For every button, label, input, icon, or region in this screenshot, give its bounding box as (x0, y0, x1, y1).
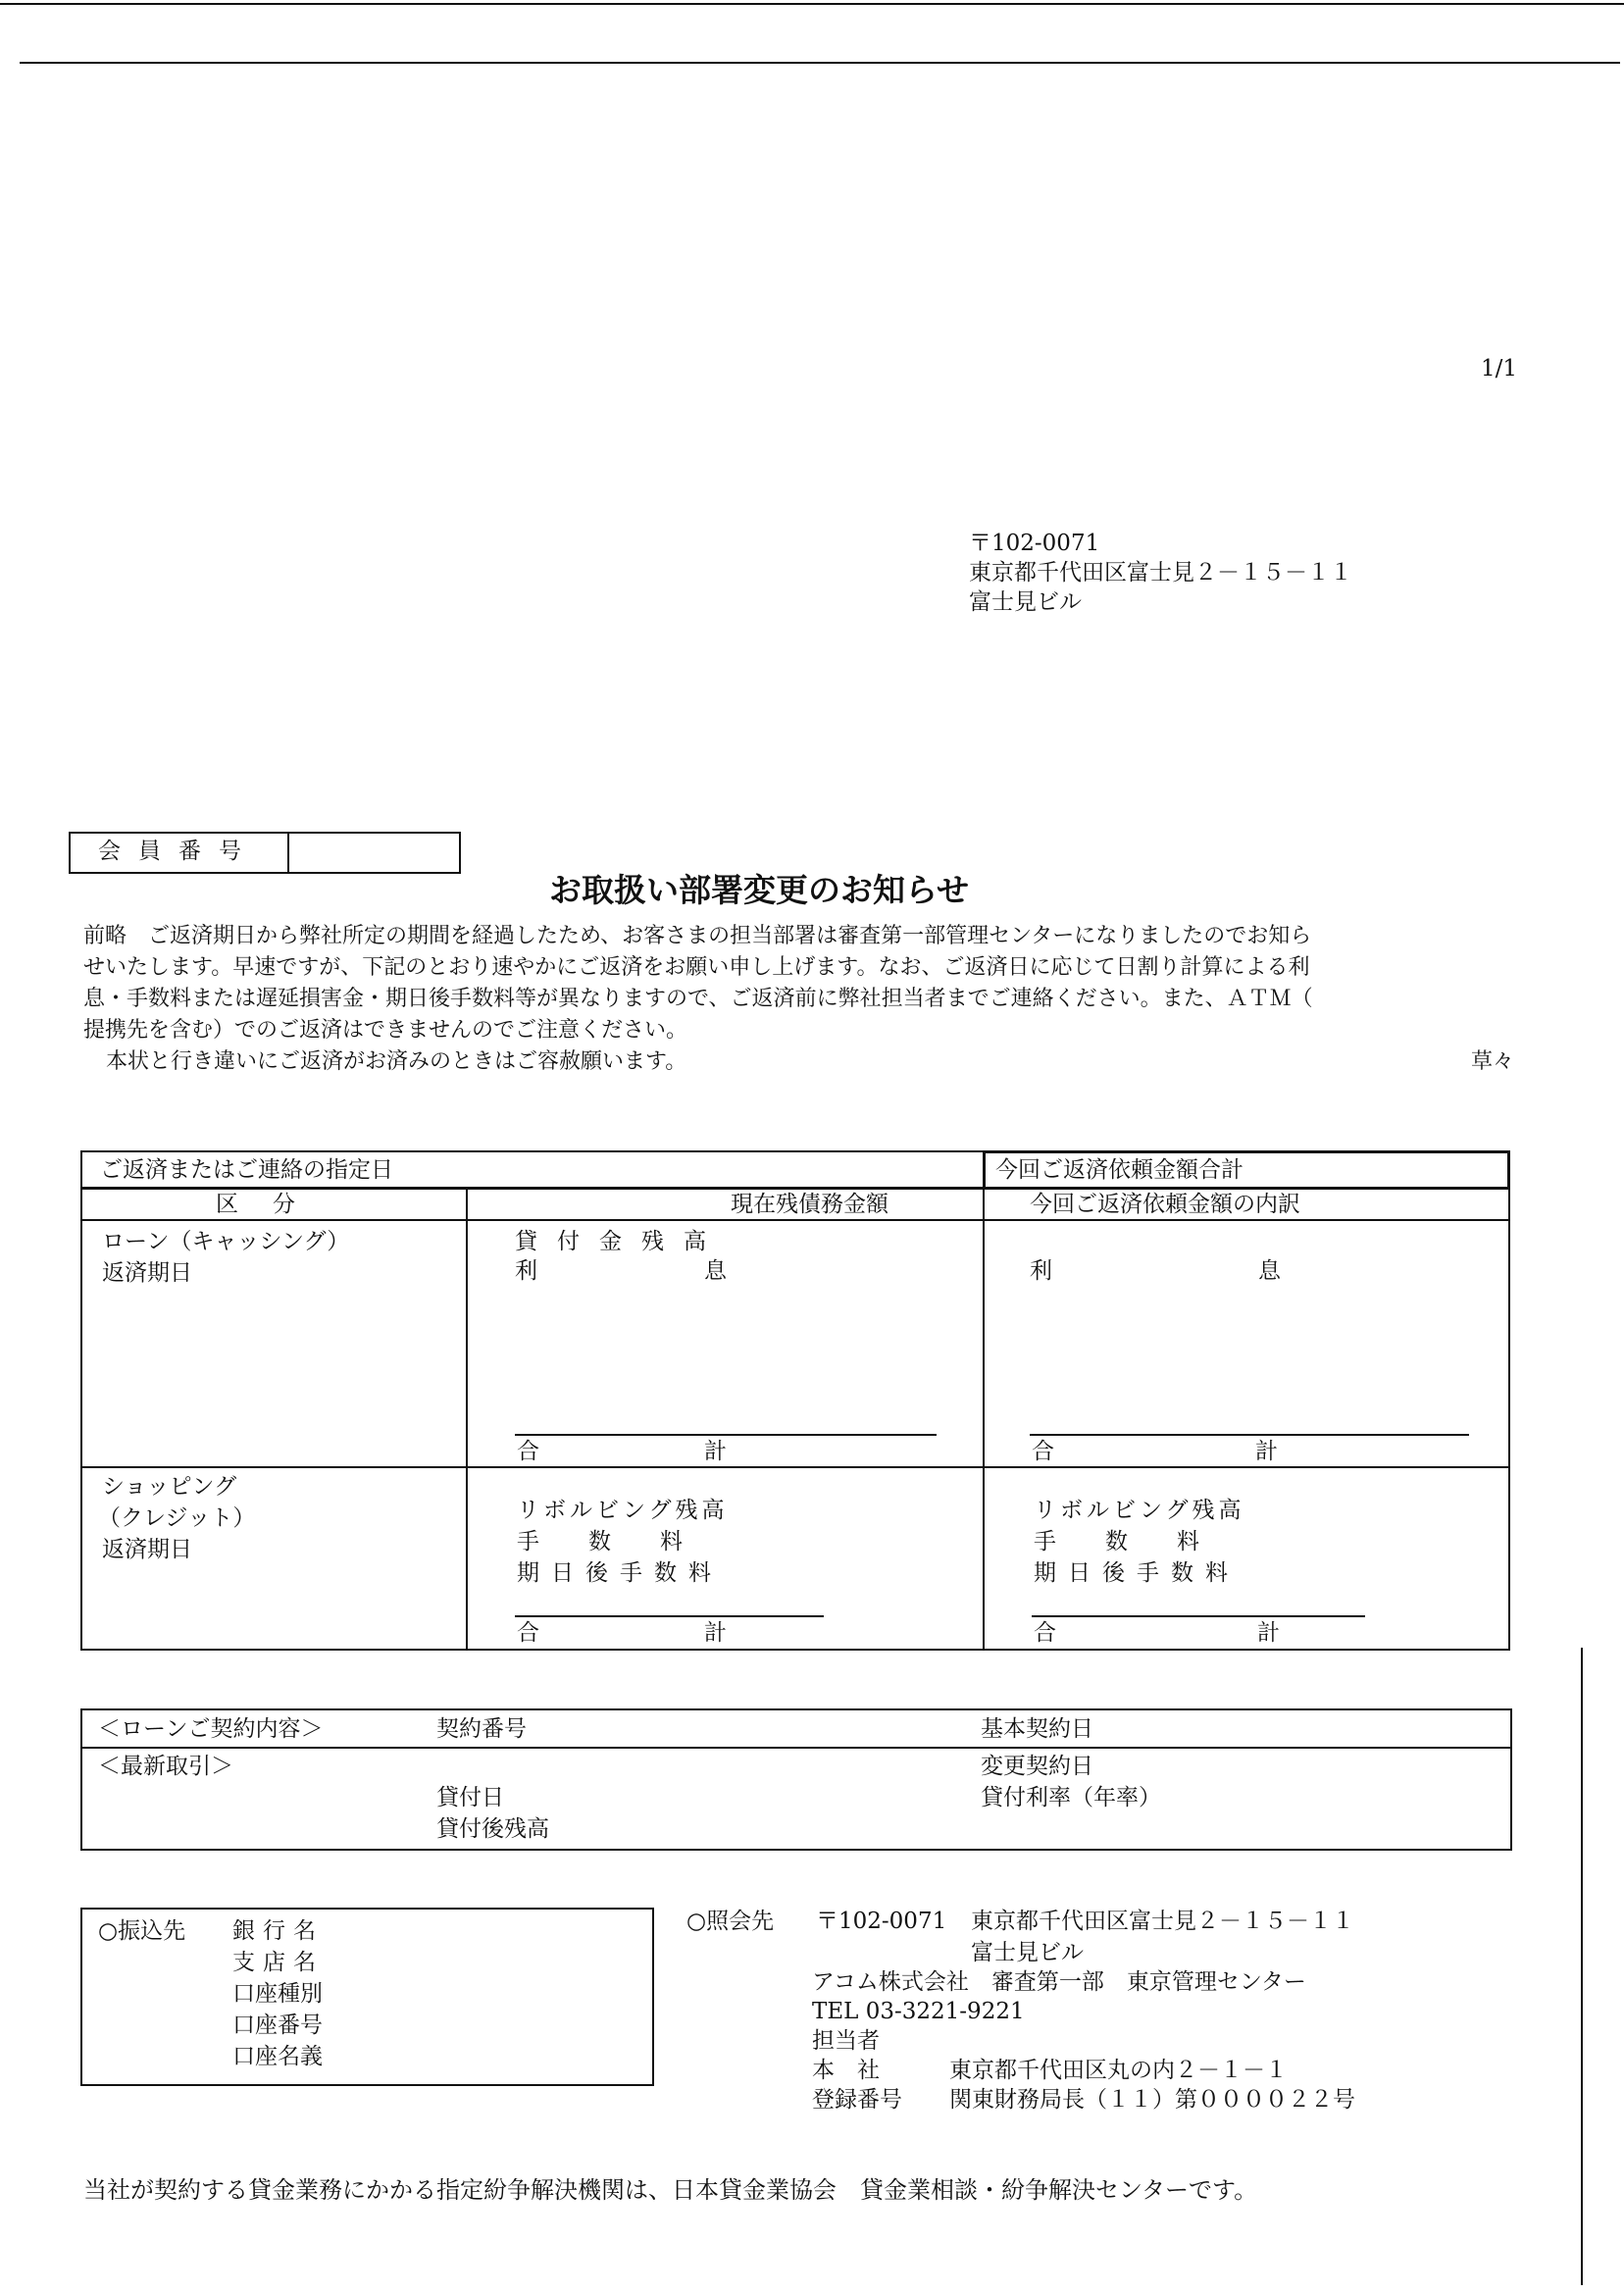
sender-address-line2: 富士見ビル (969, 589, 1082, 615)
repay-divider-2 (983, 1150, 985, 1651)
total-request-label: 今回ご返済依頼金額合計 (995, 1157, 1243, 1183)
transfer-bank-label: 銀行名 (232, 1918, 324, 1944)
loan-bal-principal: 貸付金残高 (515, 1229, 726, 1254)
shop-bal-total: 合計 (517, 1620, 891, 1646)
contract-number-label: 契約番号 (436, 1716, 527, 1742)
sender-address-line1: 東京都千代田区富士見２－１５－１１ (969, 560, 1352, 586)
loan-category-line2: 返済期日 (102, 1260, 192, 1286)
designated-date-label: ご返済またはご連絡の指定日 (100, 1157, 393, 1183)
inquiry-hq-label: 本 社 (812, 2058, 880, 2083)
shop-req-revolving: リボルビング残高 (1034, 1498, 1245, 1523)
top-rule (20, 62, 1620, 64)
inquiry-tel: TEL 03-3221-9221 (812, 1999, 1025, 2024)
col-balance-header: 現在残債務金額 (731, 1192, 888, 1217)
body-line-4: 提携先を含む）でのご返済はできませんのでご注意ください。 (83, 1018, 688, 1043)
footer-note: 当社が契約する貸金業務にかかる指定紛争解決機関は、日本貸金業協会 貸金業相談・紛争解決センターです。 (83, 2176, 1258, 2204)
transfer-branch-label: 支店名 (232, 1950, 324, 1975)
member-number-divider (287, 833, 289, 873)
inquiry-person: 担当者 (812, 2028, 880, 2054)
body-line-2: せいたします。早速ですが、下記のとおり速やかにご返済をお願い申し上げます。なお、ご返済日に応じて日割り計算による利 (83, 955, 1310, 980)
member-number-label: 会員番号 (98, 839, 259, 864)
inquiry-address-1: 東京都千代田区富士見２－１５－１１ (971, 1909, 1354, 1934)
inquiry-address-2: 富士見ビル (971, 1940, 1084, 1965)
loan-req-interest: 利息 (1030, 1258, 1487, 1284)
repay-divider-1 (466, 1188, 468, 1651)
body-closing: 草々 (1471, 1049, 1515, 1074)
loan-bal-total: 合計 (517, 1439, 891, 1464)
body-line-3: 息・手数料または遅延損害金・期日後手数料等が異なりますので、ご返済前に弊社担当者までご連絡ください。また、ＡＴＭ（ (83, 987, 1313, 1011)
shop-bal-revolving: リボルビング残高 (517, 1498, 729, 1523)
inquiry-label: ○照会先 (686, 1909, 775, 1934)
base-contract-date-label: 基本契約日 (981, 1716, 1093, 1742)
shop-req-late-fee: 期日後手数料 (1034, 1560, 1240, 1586)
inquiry-company: アコム株式会社 審査第一部 東京管理センター (812, 1969, 1306, 1995)
transfer-account-type-label: 口座種別 (232, 1981, 323, 2007)
col-breakdown-header: 今回ご返済依頼金額の内訳 (1030, 1192, 1300, 1217)
col-category-header: 区 分 (216, 1192, 301, 1217)
inquiry-postal: 〒102-0071 (816, 1909, 947, 1934)
latest-transaction-label: ＜最新取引＞ (98, 1754, 233, 1779)
shop-category-line2: （クレジット） (98, 1505, 256, 1531)
page-number: 1/1 (1481, 356, 1518, 382)
loan-req-total: 合計 (1032, 1439, 1479, 1464)
transfer-account-no-label: 口座番号 (232, 2013, 323, 2038)
shop-bal-fee: 手数料 (517, 1529, 732, 1554)
contract-section-label: ＜ローンご契約内容＞ (98, 1716, 324, 1742)
shop-req-total: 合計 (1034, 1620, 1481, 1646)
inquiry-reg-label: 登録番号 (812, 2087, 902, 2113)
loan-category-line1: ローン（キャッシング） (102, 1229, 350, 1254)
transfer-label: ○振込先 (98, 1918, 186, 1944)
shop-category-line3: 返済期日 (102, 1537, 192, 1562)
shop-bal-late-fee: 期日後手数料 (517, 1560, 723, 1586)
loan-date-label: 貸付日 (436, 1785, 504, 1810)
inquiry-reg-value: 関東財務局長（１１）第００００２２号 (949, 2087, 1355, 2113)
top-edge-line (0, 3, 1624, 5)
shop-category-line1: ショッピング (102, 1474, 237, 1500)
page-title: お取扱い部署変更のお知らせ (549, 871, 970, 909)
body-line-1: 前略 ご返済期日から弊社所定の期間を経過したため、お客さまの担当部署は審査第一部管理センターになりましたのでお知ら (83, 924, 1312, 948)
post-loan-balance-label: 貸付後残高 (436, 1816, 549, 1842)
right-edge-line (1581, 1648, 1583, 2285)
inquiry-hq-address: 東京都千代田区丸の内２－１－１ (949, 2058, 1288, 2083)
transfer-account-name-label: 口座名義 (232, 2044, 323, 2069)
body-line-5: 本状と行き違いにご返済がお済みのときはご容赦願います。 (106, 1049, 687, 1074)
contract-header-rule (80, 1747, 1512, 1749)
loan-rate-label: 貸付利率（年率） (981, 1785, 1161, 1810)
change-contract-date-label: 変更契約日 (981, 1754, 1093, 1779)
sender-postal: 〒102-0071 (969, 531, 1100, 556)
loan-bal-interest: 利息 (515, 1258, 893, 1284)
shop-req-fee: 手数料 (1034, 1529, 1248, 1554)
